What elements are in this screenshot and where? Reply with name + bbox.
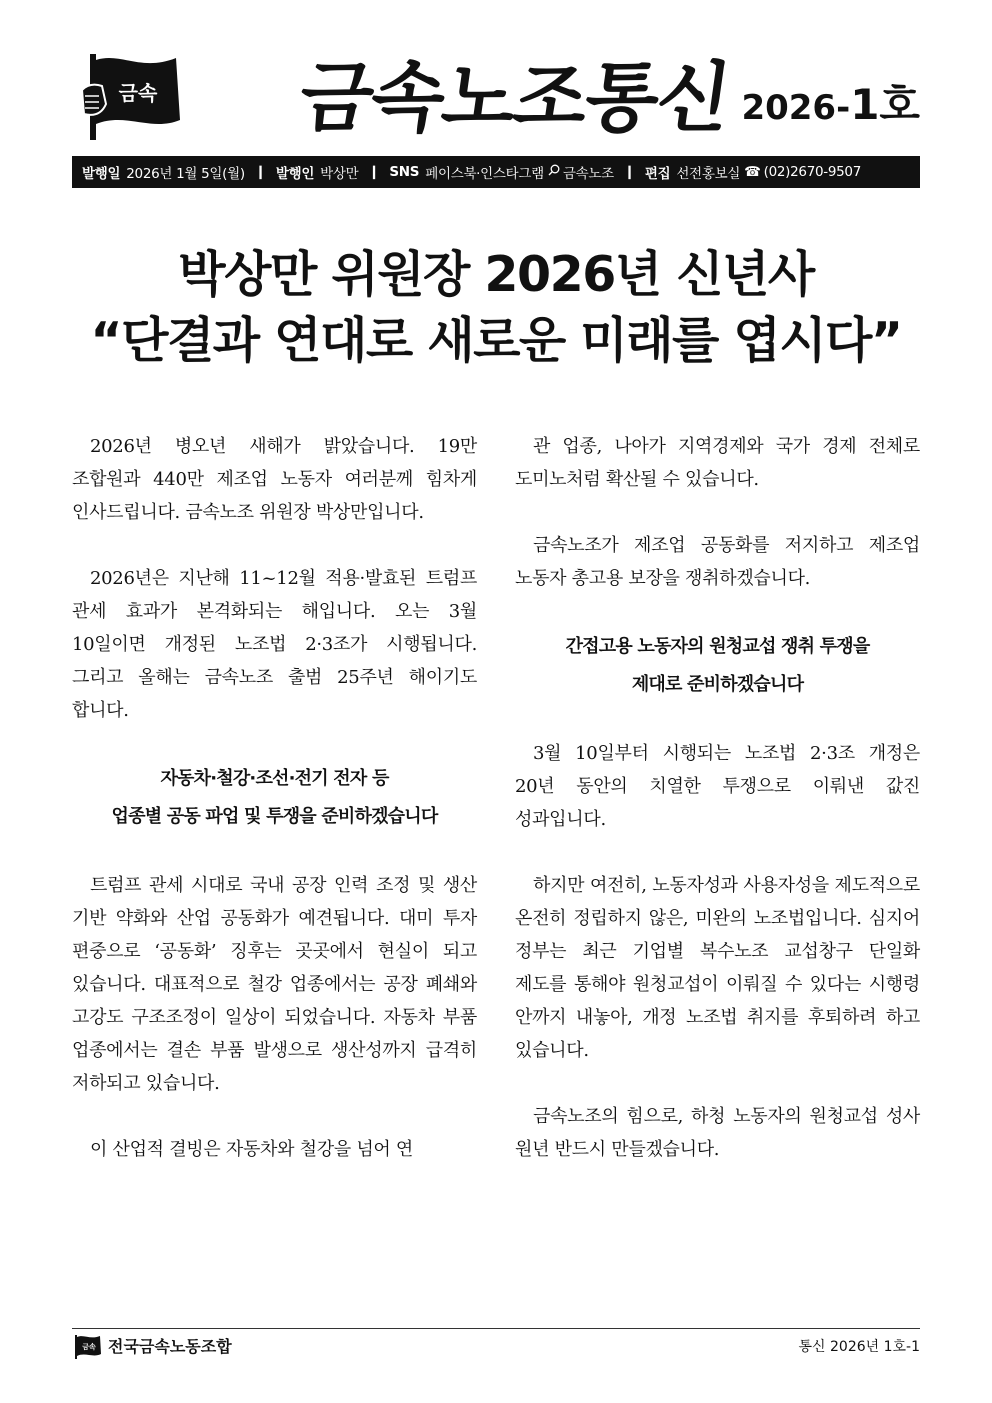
paragraph: 2026년은 지난해 11~12월 적용·발효된 트럼프 관세 효과가 본격화되는 해입니다. 오는 3월 10일이면 개정된 노조법 2·3조가 시행됩니다. 그리고 올해는 금속노조 출범 25주년 해이기도 합니다.	[72, 568, 477, 721]
subheading-line: 간접고용 노동자의 원청교섭 쟁취 투쟁을	[565, 636, 870, 657]
issue-number	[700, 80, 920, 133]
paragraph: 금속노조의 힘으로, 하청 노동자의 원청교섭 성사 원년 반드시 만들겠습니다.	[515, 1106, 920, 1160]
publisher-value: 박상만	[320, 166, 359, 182]
search-icon	[548, 164, 560, 180]
paragraph: 이 산업적 결빙은 자동차와 철강을 넘어 연	[90, 1139, 414, 1160]
issue-no: 1호	[850, 80, 920, 129]
publication-info-bar	[72, 156, 920, 188]
editor-value: 선전홍보실	[676, 166, 741, 182]
sns-value: 페이스북·인스타그램	[425, 166, 544, 182]
sns-label: SNS	[389, 164, 420, 180]
paragraph: 하지만 여전히, 노동자성과 사용자성을 제도적으로 온전히 정립하지 않은, 미완의 노조법입니다. 심지어 정부는 최근 기업별 복수노조 교섭창구 단일화 제도를 통해야 원청교섭이 이뤄질 수 있다는 시행령 안까지 내놓아, 개정 노조법 취지를 후퇴하려 하고 있습니다.	[515, 875, 920, 1061]
subheading-line: 제대로 준비하겠습니다	[631, 674, 804, 695]
headline-line-1: 박상만 위원장 2026년 신년사	[178, 246, 814, 303]
editor-label: 편집	[644, 166, 671, 182]
date-label: 발행일	[82, 166, 121, 182]
issue-year: 2026-	[741, 88, 851, 128]
subheading-line: 자동차·철강·조선·전기 전자 등	[160, 768, 389, 789]
headline-line-2: “단결과 연대로 새로운 미래를 엽시다”	[90, 312, 902, 369]
separator: ❙	[254, 164, 266, 180]
left-column	[72, 430, 477, 1166]
fist-flag-logo-icon	[76, 50, 186, 145]
paragraph: 2026년 병오년 새해가 밝았습니다. 19만 조합원과 440만 제조업 노동자 여러분께 힘차게 인사드립니다. 금속노조 위원장 박상만입니다.	[72, 436, 477, 523]
phone-number: (02)2670-9507	[763, 164, 862, 180]
logo-text: 금속	[118, 81, 158, 105]
separator: ❙	[368, 164, 380, 180]
organization-name: 전국금속노동조합	[108, 1337, 232, 1356]
publisher-label: 발행인	[275, 166, 315, 182]
paragraph: 3월 10일부터 시행되는 노조법 2·3조 개정은 20년 동안의 치열한 투쟁으로 이뤄낸 값진 성과입니다.	[515, 743, 920, 830]
date-value: 2026년 1월 5일(월)	[126, 166, 245, 182]
phone-icon: ☎	[744, 164, 761, 180]
page-number: 통신 2026년 1호-1	[798, 1339, 920, 1355]
right-column	[515, 430, 920, 1166]
footer-divider	[72, 1328, 920, 1329]
headline	[72, 242, 920, 374]
newsletter-title: 금속노조통신	[293, 53, 735, 142]
sns-search-term: 금속노조	[562, 166, 614, 182]
union-logo-icon	[72, 1334, 102, 1360]
subheading-line: 업종별 공동 파업 및 투쟁을 준비하겠습니다	[111, 806, 438, 827]
paragraph: 관 업종, 나아가 지역경제와 국가 경제 전체로 도미노처럼 확산될 수 있습니다.	[515, 436, 920, 490]
footer-logo-text: 금속	[82, 1343, 96, 1351]
paragraph: 트럼프 관세 시대로 국내 공장 인력 조정 및 생산 기반 약화와 산업 공동화가 예견됩니다. 대미 투자 편중으로 ‘공동화’ 징후는 곳곳에서 현실이 되고 있습니다. 대표적으로 철강 업종에서는 공장 폐쇄와 고강도 구조조정이 일상이 되었습니다. 자동차 부품 업종에서는 결손 부품 발생으로 생산성까지 급격히 저하되고 있습니다.	[72, 875, 477, 1094]
paragraph: 금속노조가 제조업 공동화를 저지하고 제조업 노동자 총고용 보장을 쟁취하겠습니다.	[515, 535, 920, 589]
separator: ❙	[623, 164, 635, 180]
